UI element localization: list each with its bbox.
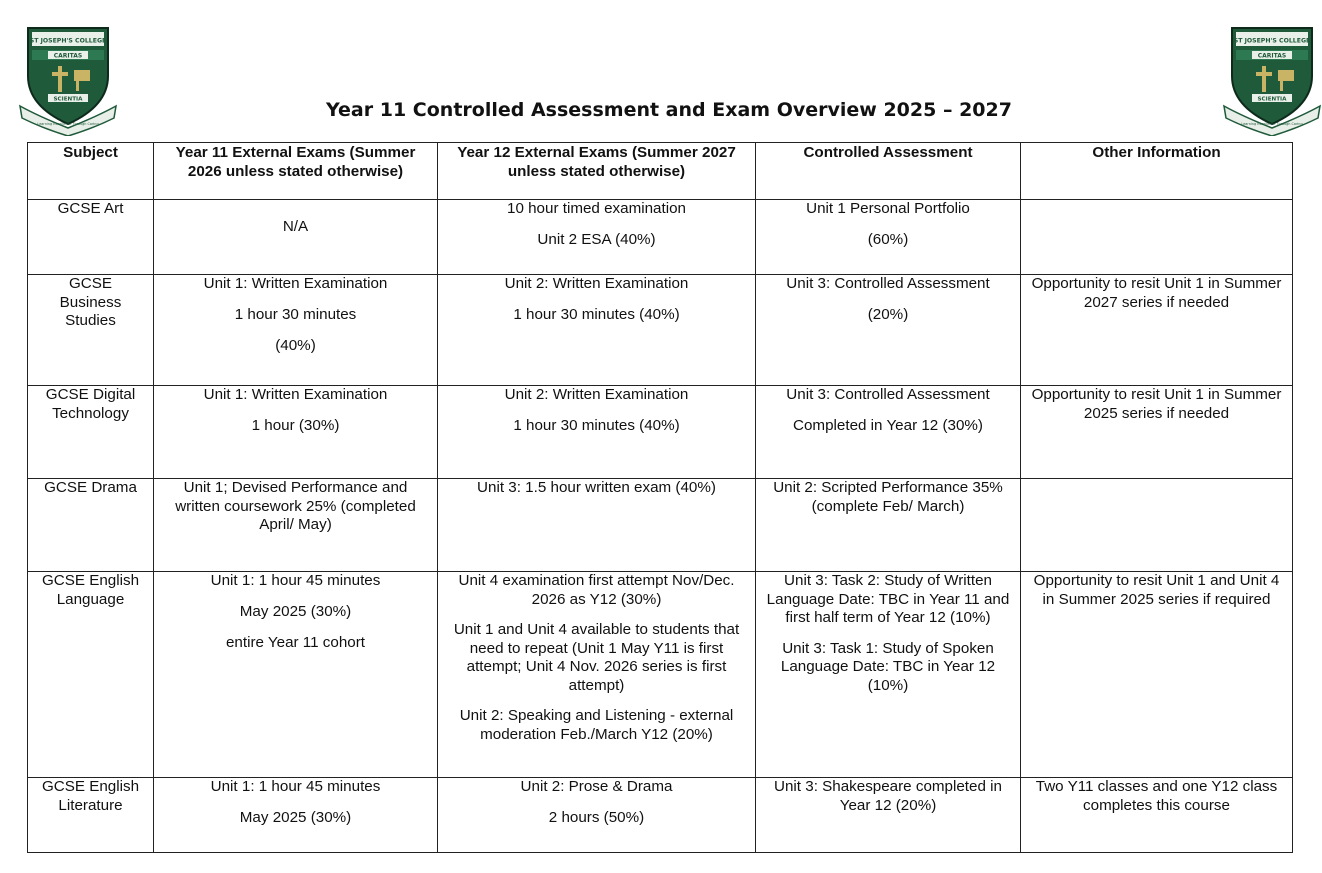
assessment-table [27,142,1293,853]
controlled-assessment-cell [756,200,1021,275]
cell-line: Unit 3: Controlled Assessment [786,275,990,292]
year11-cell [154,572,438,778]
year12-cell [438,778,756,853]
table-row [28,778,1293,853]
cell-line: May 2025 (30%) [239,809,352,826]
cell-line: (20%) [867,306,909,323]
subject-cell: GCSE English Language [28,572,154,778]
other-info-cell [1021,386,1293,479]
subject-cell: GCSE English Literature [28,778,154,853]
crest-motto-top: CARITAS [1257,52,1287,60]
controlled-assessment-cell [756,479,1021,572]
controlled-assessment-cell [756,386,1021,479]
cell-line: Opportunity to resit Unit 1 and Unit 4 in Summer 2025 series if required [1033,572,1280,608]
cell-line: Unit 1: 1 hour 45 minutes [210,778,381,795]
year12-cell [438,386,756,479]
header-subject: Subject [28,143,154,200]
table-row [28,479,1293,572]
cell-line: May 2025 (30%) [239,603,352,620]
crest-school-name: ST JOSEPH'S COLLEGE [29,37,107,45]
cell-line: Unit 2: Speaking and Listening - external moderation Feb./March Y12 (20%) [459,707,734,743]
cell-line: Unit 2: Written Examination [504,275,689,292]
other-info-cell [1021,572,1293,778]
cell-line: Unit 1: Written Examination [203,386,388,403]
crest-motto-bottom: SCIENTIA [1257,96,1287,103]
crest-ribbon-text: Learning Excellence Through Caring [1241,122,1303,126]
cell-line: Unit 4 examination first attempt Nov/Dec. 2026 as Y12 (30%) [458,572,735,608]
cell-line: (40%) [275,337,316,354]
controlled-assessment-cell [756,778,1021,853]
crest-motto-bottom: SCIENTIA [53,96,83,103]
table-row [28,386,1293,479]
table-row [28,275,1293,386]
cell-line: Completed in Year 12 (30%) [793,417,983,434]
year12-cell [438,275,756,386]
cell-line: Two Y11 classes and one Y12 class completes this course [1035,778,1278,814]
cell-line: Unit 2: Prose & Drama [520,778,673,795]
crest-school-name: ST JOSEPH'S COLLEGE [1233,37,1311,45]
other-info-cell [1021,778,1293,853]
cell-line: Unit 2: Written Examination [504,386,689,403]
cell-line: N/A [282,218,309,235]
cell-line: Unit 1 and Unit 4 available to students that need to repeat (Unit 1 May Y11 is first attempt; Unit 4 Nov. 2026 series is first attempt) [453,621,740,694]
year12-cell [438,479,756,572]
cell-line: 10 hour timed examination [507,200,686,217]
year12-cell [438,200,756,275]
year11-cell [154,778,438,853]
cell-line: 1 hour 30 minutes (40%) [513,417,680,434]
subject-cell: GCSE Business Studies [28,275,154,386]
subject-cell: GCSE Digital Technology [28,386,154,479]
other-info-cell [1021,479,1293,572]
cell-line: Unit 2 ESA (40%) [537,231,656,248]
year11-cell [154,386,438,479]
cell-line: Unit 2: Scripted Performance 35% (complete Feb/ March) [773,479,1003,515]
cell-line: Unit 3: Shakespeare completed in Year 12 (20%) [774,778,1002,814]
cell-line: (60%) [867,231,909,248]
header-controlled-assessment: Controlled Assessment [756,143,1021,200]
cell-line: Opportunity to resit Unit 1 in Summer 2025 series if needed [1031,386,1282,422]
cell-line: 1 hour 30 minutes [234,306,357,323]
year11-cell [154,200,438,275]
subject-cell: GCSE Drama [28,479,154,572]
crest-ribbon-text: Learning Excellence Through Caring [37,122,99,126]
header-year11-exams: Year 11 External Exams (Summer 2026 unless stated otherwise) [154,143,438,200]
cell-line: Unit 1: Written Examination [203,275,388,292]
cell-line: Opportunity to resit Unit 1 in Summer 2027 series if needed [1031,275,1282,311]
cell-line: 1 hour (30%) [251,417,340,434]
cell-line: 2 hours (50%) [548,809,645,826]
controlled-assessment-cell [756,572,1021,778]
year11-cell [154,275,438,386]
cell-line: Unit 3: 1.5 hour written exam (40%) [477,479,716,496]
year12-cell [438,572,756,778]
cell-line: Unit 3: Controlled Assessment [786,386,990,403]
cell-line: Unit 3: Task 1: Study of Spoken Language Date: TBC in Year 12 (10%) [780,639,996,694]
header-other-information: Other Information [1021,143,1293,200]
table-row [28,200,1293,275]
other-info-cell [1021,275,1293,386]
subject-cell: GCSE Art [28,200,154,275]
document-title: Year 11 Controlled Assessment and Exam Overview 2025 – 2027 [326,99,1012,121]
header-year12-exams: Year 12 External Exams (Summer 2027 unless stated otherwise) [438,143,756,200]
cell-line: Unit 1; Devised Performance and written coursework 25% (completed April/ May) [175,479,416,533]
cell-line: entire Year 11 cohort [225,634,366,651]
cell-line: Unit 3: Task 2: Study of Written Language Date: TBC in Year 11 and first half term of Year 12 (10%) [766,572,1010,626]
controlled-assessment-cell [756,275,1021,386]
other-info-cell [1021,200,1293,275]
table-header-row [28,143,1293,200]
crest-motto-top: CARITAS [53,52,83,60]
cell-line: Unit 1: 1 hour 45 minutes [210,572,381,589]
cell-line: Unit 1 Personal Portfolio [806,200,970,217]
cell-line: 1 hour 30 minutes (40%) [513,306,680,323]
year11-cell [154,479,438,572]
table-row [28,572,1293,778]
